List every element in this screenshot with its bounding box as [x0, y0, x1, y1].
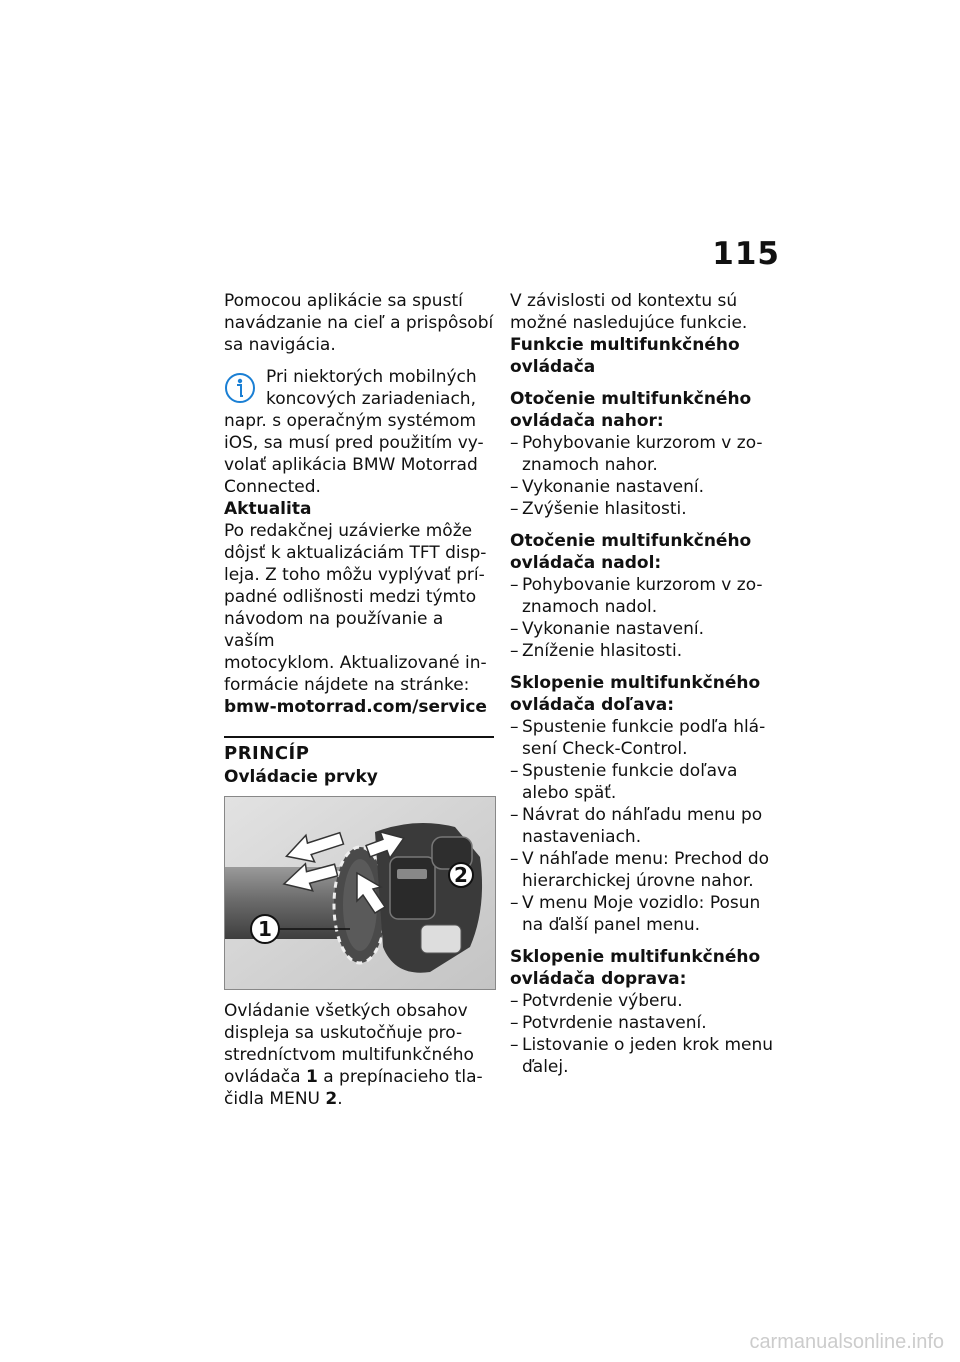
watermark: carmanualsonline.info: [749, 1331, 944, 1353]
right-column: [510, 290, 776, 1078]
group-heading-left: Sklopenie multifunkčného ovládača doľava:: [510, 673, 761, 715]
group-list-up: [510, 432, 776, 520]
section-divider: [224, 736, 494, 738]
figure-label-2: 2: [454, 863, 468, 887]
left-column: [224, 290, 494, 1110]
list-item: – V menu Moje vozidlo: Posun na ďalší panel menu.: [510, 892, 776, 936]
handlebar-controls-figure: [224, 796, 496, 990]
context-intro: V závislosti od kontextu sú možné nasledujúce funkcie.: [510, 291, 748, 333]
group-heading-up: Otočenie multifunkčného ovládača nahor:: [510, 389, 752, 431]
group-list-right: [510, 990, 776, 1078]
group-list-down: [510, 574, 776, 662]
list-item: – V náhľade menu: Prechod do hierarchickej úrovne nahor.: [510, 848, 776, 892]
group-heading-right: Sklopenie multifunkčného ovládača doprava:: [510, 947, 761, 989]
controls-heading: Ovládacie prvky: [224, 767, 378, 787]
list-item: – Pohybovanie kurzorom v zo- znamoch nadol.: [510, 574, 776, 618]
info-icon: [224, 372, 256, 404]
section-title: PRINCÍP: [224, 743, 310, 764]
list-item: – Vykonanie nastavení.: [510, 476, 776, 498]
figure-label-1: 1: [258, 917, 272, 941]
page-number: 115: [712, 236, 780, 272]
list-item: – Spustenie funkcie doľava alebo späť.: [510, 760, 776, 804]
update-text: Po redakčnej uzávierke môže dôjsť k aktualizáciám TFT disp- leja. Z toho môžu vyplývať prí- padné odlišnosti medzi týmto návodom na používanie a vaším motocyklom. Aktualizované in- formácie nájdete na stránke:: [224, 521, 487, 695]
list-item: – Spustenie funkcie podľa hlá- sení Check-Control.: [510, 716, 776, 760]
group-heading-down: Otočenie multifunkčného ovládača nadol:: [510, 531, 752, 573]
navigation-paragraph: Pomocou aplikácie sa spustí navádzanie na cieľ a prispôsobí sa navigácia.: [224, 291, 494, 355]
update-heading: Aktualita: [224, 499, 312, 519]
update-link[interactable]: bmw-motorrad.com/service: [224, 697, 487, 717]
info-note: Pri niektorých mobilných koncových zariadeniach, napr. s operačným systémom iOS, sa musí pred použitím vy- volať aplikácia BMW Motorrad Connected.: [224, 367, 484, 497]
handlebar-illustration: [225, 797, 495, 989]
list-item: – Pohybovanie kurzorom v zo- znamoch nahor.: [510, 432, 776, 476]
list-item: – Vykonanie nastavení.: [510, 618, 776, 640]
list-item: – Zníženie hlasitosti.: [510, 640, 776, 662]
functions-heading: Funkcie multifunkčného ovládača: [510, 335, 740, 377]
controls-description: Ovládanie všetkých obsahov displeja sa uskutočňuje pro- stredníctvom multifunkčného ovládača 1 a prepínacieho tla- čidla MENU 2.: [224, 1001, 483, 1109]
list-item: – Návrat do náhľadu menu po nastaveniach.: [510, 804, 776, 848]
list-item: – Zvýšenie hlasitosti.: [510, 498, 776, 520]
list-item: – Listovanie o jeden krok menu ďalej.: [510, 1034, 776, 1078]
list-item: – Potvrdenie nastavení.: [510, 1012, 776, 1034]
list-item: – Potvrdenie výberu.: [510, 990, 776, 1012]
group-list-left: [510, 716, 776, 936]
